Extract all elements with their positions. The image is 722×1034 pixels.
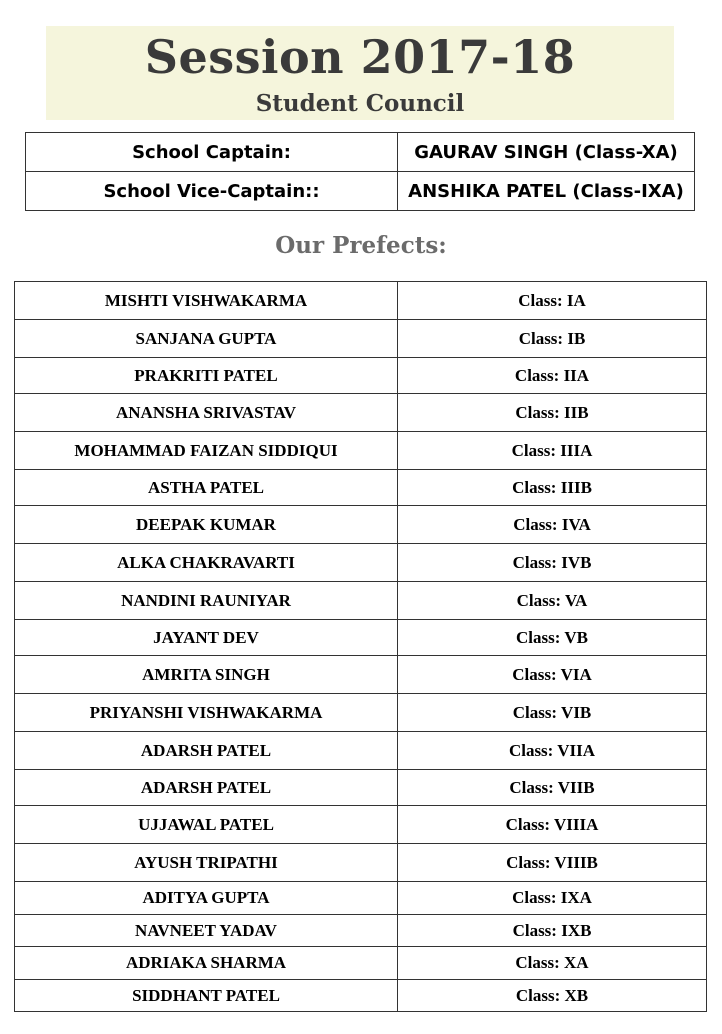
prefect-class: Class: IIIA <box>398 432 707 470</box>
prefect-name: ALKA CHAKRAVARTI <box>15 544 398 582</box>
table-row <box>15 394 707 432</box>
prefect-name: UJJAWAL PATEL <box>15 806 398 844</box>
prefect-name: NANDINI RAUNIYAR <box>15 582 398 620</box>
prefect-class: Class: VIB <box>398 694 707 732</box>
council-holder: ANSHIKA PATEL (Class-IXA) <box>398 172 695 211</box>
table-row <box>15 980 707 1012</box>
prefect-class: Class: IA <box>398 282 707 320</box>
table-row <box>15 282 707 320</box>
table-row <box>15 320 707 358</box>
prefect-class: Class: IIA <box>398 358 707 394</box>
prefect-class: Class: XB <box>398 980 707 1012</box>
table-row <box>15 806 707 844</box>
prefect-name: ADITYA GUPTA <box>15 882 398 915</box>
prefect-class: Class: IXA <box>398 882 707 915</box>
prefect-name: JAYANT DEV <box>15 620 398 656</box>
prefect-name: MOHAMMAD FAIZAN SIDDIQUI <box>15 432 398 470</box>
council-row-captain <box>26 133 695 172</box>
table-row <box>15 844 707 882</box>
prefect-name: PRIYANSHI VISHWAKARMA <box>15 694 398 732</box>
table-row <box>15 947 707 980</box>
table-row <box>15 358 707 394</box>
table-row <box>15 432 707 470</box>
prefect-name: AYUSH TRIPATHI <box>15 844 398 882</box>
prefect-name: ADARSH PATEL <box>15 732 398 770</box>
council-table <box>25 132 695 211</box>
prefect-name: ADARSH PATEL <box>15 770 398 806</box>
prefects-heading: Our Prefects: <box>275 232 447 259</box>
prefect-class: Class: IIIB <box>398 470 707 506</box>
prefect-name: NAVNEET YADAV <box>15 915 398 947</box>
table-row <box>15 470 707 506</box>
prefect-name: SANJANA GUPTA <box>15 320 398 358</box>
prefects-table <box>14 281 707 1012</box>
prefect-class: Class: VB <box>398 620 707 656</box>
council-role: School Captain: <box>26 133 398 172</box>
page-title: Session 2017-18 <box>144 30 576 84</box>
prefect-class: Class: IVA <box>398 506 707 544</box>
prefect-name: PRAKRITI PATEL <box>15 358 398 394</box>
prefect-class: Class: IVB <box>398 544 707 582</box>
table-row <box>15 544 707 582</box>
council-row-vice-captain <box>26 172 695 211</box>
table-row <box>15 582 707 620</box>
prefect-class: Class: VA <box>398 582 707 620</box>
table-row <box>15 506 707 544</box>
prefect-class: Class: IXB <box>398 915 707 947</box>
prefect-class: Class: VIIIA <box>398 806 707 844</box>
council-holder: GAURAV SINGH (Class-XA) <box>398 133 695 172</box>
prefect-name: AMRITA SINGH <box>15 656 398 694</box>
prefect-class: Class: IB <box>398 320 707 358</box>
prefect-class: Class: VIIA <box>398 732 707 770</box>
prefect-name: ANANSHA SRIVASTAV <box>15 394 398 432</box>
table-row <box>15 882 707 915</box>
prefect-class: Class: VIIB <box>398 770 707 806</box>
table-row <box>15 732 707 770</box>
prefect-name: DEEPAK KUMAR <box>15 506 398 544</box>
table-row <box>15 694 707 732</box>
table-row <box>15 656 707 694</box>
prefect-name: ASTHA PATEL <box>15 470 398 506</box>
table-row <box>15 915 707 947</box>
prefect-class: Class: VIA <box>398 656 707 694</box>
prefect-class: Class: IIB <box>398 394 707 432</box>
header-banner <box>46 26 674 120</box>
council-role: School Vice-Captain:: <box>26 172 398 211</box>
table-row <box>15 620 707 656</box>
prefect-name: SIDDHANT PATEL <box>15 980 398 1012</box>
page-subtitle: Student Council <box>255 90 465 117</box>
prefect-name: MISHTI VISHWAKARMA <box>15 282 398 320</box>
table-row <box>15 770 707 806</box>
prefect-class: Class: VIIIB <box>398 844 707 882</box>
prefect-class: Class: XA <box>398 947 707 980</box>
prefect-name: ADRIAKA SHARMA <box>15 947 398 980</box>
